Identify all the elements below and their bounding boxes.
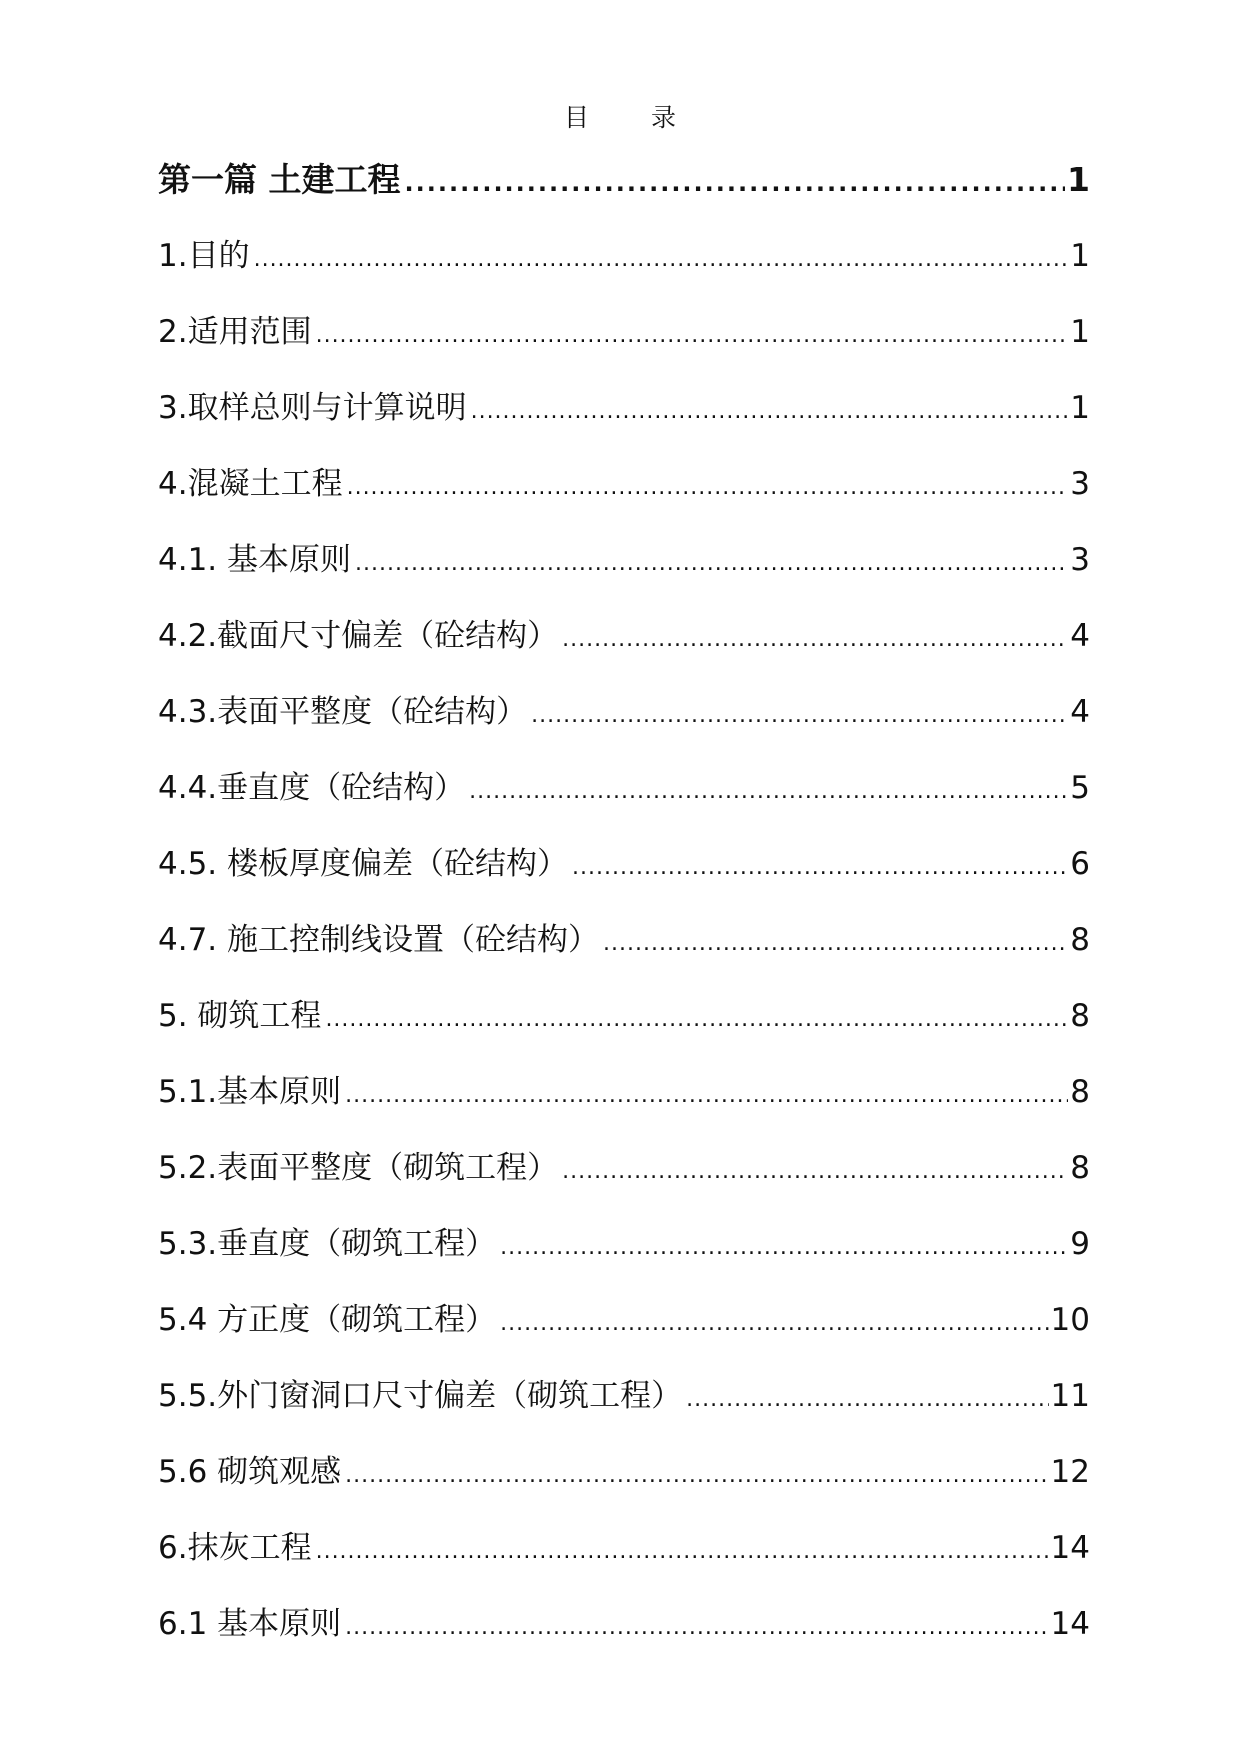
toc-entry-label: 4.7. 施工控制线设置（砼结构）	[158, 922, 600, 958]
toc-entry-label: 5. 砌筑工程	[158, 998, 322, 1034]
toc-title-char: 录	[651, 103, 679, 132]
toc-entry[interactable]	[158, 1067, 1090, 1143]
toc-entry-label: 第一篇 土建工程	[158, 160, 401, 199]
toc-page-number: 3	[1070, 466, 1090, 502]
toc-page-number: 11	[1050, 1378, 1090, 1414]
toc-entry[interactable]	[158, 459, 1090, 535]
toc-entry[interactable]	[158, 535, 1090, 611]
toc-entry-label: 6.1 基本原则	[158, 1606, 342, 1642]
toc-entry-label: 1.目的	[158, 238, 250, 274]
toc-entry-label: 5.1.基本原则	[158, 1074, 342, 1110]
toc-dot-leader	[316, 311, 1069, 361]
toc-dot-leader	[603, 919, 1068, 969]
toc-page-number: 10	[1050, 1302, 1090, 1338]
toc-dot-leader	[531, 691, 1068, 741]
toc-page-number: 5	[1070, 770, 1090, 806]
toc-entry[interactable]	[158, 155, 1090, 231]
toc-entry[interactable]	[158, 763, 1090, 839]
toc-entry-label: 6.抹灰工程	[158, 1530, 312, 1566]
toc-page-number: 9	[1070, 1226, 1090, 1262]
toc-entry-label: 4.1. 基本原则	[158, 542, 352, 578]
toc-dot-leader	[355, 539, 1068, 589]
toc-entry[interactable]	[158, 611, 1090, 687]
toc-dot-leader	[254, 235, 1069, 285]
toc-entry[interactable]	[158, 1523, 1090, 1599]
toc-page-number: 6	[1070, 846, 1090, 882]
toc-page-number: 1	[1070, 238, 1090, 274]
toc-dot-leader	[471, 387, 1069, 437]
toc-dot-leader	[500, 1299, 1048, 1349]
toc-dot-leader	[562, 1147, 1068, 1197]
toc-entry[interactable]	[158, 687, 1090, 763]
toc-dot-leader	[316, 1527, 1049, 1577]
toc-entry-label: 5.4 方正度（砌筑工程）	[158, 1302, 497, 1338]
toc-dot-leader	[345, 1071, 1068, 1121]
toc-entry[interactable]	[158, 915, 1090, 991]
toc-page-number: 8	[1070, 922, 1090, 958]
toc-entry-label: 5.3.垂直度（砌筑工程）	[158, 1226, 497, 1262]
toc-entry-label: 2.适用范围	[158, 314, 312, 350]
toc-entry-label: 4.2.截面尺寸偏差（砼结构）	[158, 618, 559, 654]
toc-page-number: 8	[1070, 1150, 1090, 1186]
toc-entry-label: 5.6 砌筑观感	[158, 1454, 342, 1490]
toc-title-char: 目	[563, 103, 591, 132]
toc-dot-leader	[405, 158, 1066, 208]
toc-dot-leader	[325, 995, 1068, 1045]
toc-page-number: 1	[1070, 314, 1090, 350]
toc-page-number: 1	[1067, 160, 1090, 199]
toc-title	[0, 98, 1242, 134]
toc-page-number: 8	[1070, 998, 1090, 1034]
toc-dot-leader	[345, 1603, 1048, 1653]
toc-dot-leader	[500, 1223, 1068, 1273]
toc-entry[interactable]	[158, 1295, 1090, 1371]
toc-entry[interactable]	[158, 231, 1090, 307]
toc-entry-label: 4.3.表面平整度（砼结构）	[158, 694, 528, 730]
toc-page-number: 4	[1070, 618, 1090, 654]
toc-page-number: 14	[1050, 1530, 1090, 1566]
toc-entry-label: 4.混凝土工程	[158, 466, 343, 502]
toc-entry-label: 5.2.表面平整度（砌筑工程）	[158, 1150, 559, 1186]
toc-entry[interactable]	[158, 1143, 1090, 1219]
toc-dot-leader	[686, 1375, 1048, 1425]
toc-entry[interactable]	[158, 1371, 1090, 1447]
toc-dot-leader	[469, 767, 1068, 817]
toc-dot-leader	[572, 843, 1068, 893]
toc-page-number: 8	[1070, 1074, 1090, 1110]
toc-entry[interactable]	[158, 307, 1090, 383]
toc-entry[interactable]	[158, 991, 1090, 1067]
toc-page-number: 3	[1070, 542, 1090, 578]
toc-entry[interactable]	[158, 1447, 1090, 1523]
toc-page-number: 14	[1050, 1606, 1090, 1642]
table-of-contents	[158, 155, 1090, 1675]
toc-entry[interactable]	[158, 1219, 1090, 1295]
toc-entry-label: 3.取样总则与计算说明	[158, 390, 467, 426]
toc-page-number: 1	[1070, 390, 1090, 426]
toc-dot-leader	[347, 463, 1069, 513]
toc-dot-leader	[562, 615, 1068, 665]
toc-page-number: 4	[1070, 694, 1090, 730]
toc-entry-label: 4.5. 楼板厚度偏差（砼结构）	[158, 846, 569, 882]
toc-page-number: 12	[1050, 1454, 1090, 1490]
toc-entry-label: 4.4.垂直度（砼结构）	[158, 770, 466, 806]
toc-dot-leader	[345, 1451, 1048, 1501]
toc-entry[interactable]	[158, 839, 1090, 915]
toc-entry[interactable]	[158, 1599, 1090, 1675]
toc-entry-label: 5.5.外门窗洞口尺寸偏差（砌筑工程）	[158, 1378, 683, 1414]
toc-entry[interactable]	[158, 383, 1090, 459]
